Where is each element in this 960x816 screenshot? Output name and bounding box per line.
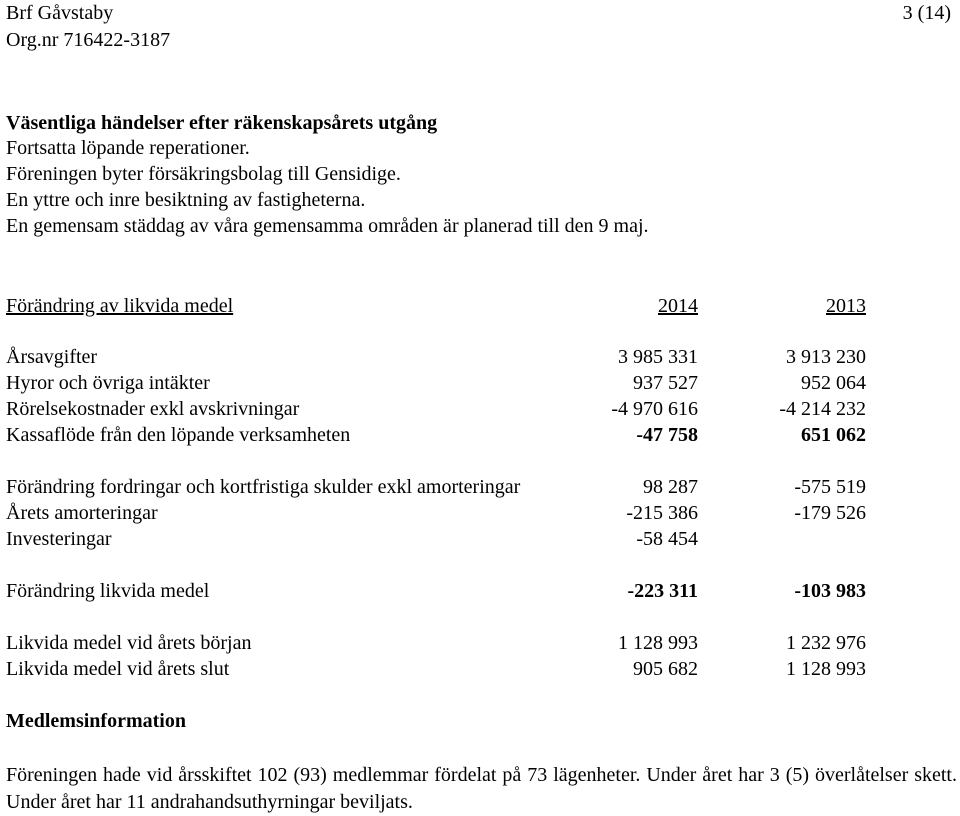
table-row <box>6 422 886 448</box>
table-row <box>6 656 886 682</box>
row-value-2013: 1 232 976 <box>786 632 866 654</box>
row-label: Årets amorteringar <box>6 502 158 524</box>
row-label: Likvida medel vid årets början <box>6 632 252 654</box>
cashflow-header-row <box>6 293 886 319</box>
column-header-2013: 2013 <box>826 295 866 317</box>
row-value-2014: -58 454 <box>636 528 698 550</box>
row-label: Förändring likvida medel <box>6 580 210 602</box>
table-row <box>6 370 886 396</box>
cashflow-title: Förändring av likvida medel <box>6 295 234 317</box>
table-row <box>6 474 886 500</box>
row-value-2013: 3 913 230 <box>786 346 866 368</box>
events-heading: Väsentliga händelser efter räkenskapsårets utgång <box>6 112 438 134</box>
row-label: Förändring fordringar och kortfristiga skulder exkl amorteringar <box>6 476 521 498</box>
row-value-2014: -47 758 <box>636 424 698 446</box>
row-value-2013: -103 983 <box>794 580 866 602</box>
row-value-2014: 905 682 <box>633 658 698 680</box>
org-name: Brf Gåvstaby <box>6 2 114 24</box>
row-label: Kassaflöde från den löpande verksamheten <box>6 424 351 446</box>
row-value-2014: -223 311 <box>627 580 698 602</box>
row-value-2014: 937 527 <box>633 372 698 394</box>
org-number: Org.nr 716422-3187 <box>6 29 171 51</box>
row-value-2014: 1 128 993 <box>618 632 698 654</box>
table-row <box>6 526 886 552</box>
row-value-2014: -215 386 <box>626 502 698 524</box>
row-value-2013: 1 128 993 <box>786 658 866 680</box>
row-value-2013: -179 526 <box>794 502 866 524</box>
row-label: Hyror och övriga intäkter <box>6 372 210 394</box>
column-header-2014: 2014 <box>658 295 698 317</box>
page-number: 3 (14) <box>902 2 951 24</box>
members-paragraph: Föreningen hade vid årsskiftet 102 (93) medlemmar fördelat på 73 lägenheter. Under året har 3 (5) överlåtelser skett. Under året har 11 andrahandsuthyrningar beviljats. <box>6 764 957 813</box>
header-org-block <box>6 0 170 54</box>
row-label: Rörelsekostnader exkl avskrivningar <box>6 398 300 420</box>
events-line-4: En gemensam städdag av våra gemensamma områden är planerad till den 9 maj. <box>6 215 649 237</box>
row-value-2013: -4 214 232 <box>779 398 866 420</box>
row-label: Årsavgifter <box>6 346 98 368</box>
events-line-2: Föreningen byter försäkringsbolag till Gensidige. <box>6 163 401 185</box>
row-value-2013: 952 064 <box>801 372 866 394</box>
row-value-2014: -4 970 616 <box>611 398 698 420</box>
row-value-2014: 98 287 <box>643 476 698 498</box>
table-row <box>6 344 886 370</box>
row-value-2013: -575 519 <box>794 476 866 498</box>
members-heading: Medlemsinformation <box>6 710 186 732</box>
row-value-2014: 3 985 331 <box>618 346 698 368</box>
table-row <box>6 578 886 604</box>
table-row <box>6 500 886 526</box>
events-line-1: Fortsatta löpande reperationer. <box>6 137 250 159</box>
events-line-3: En yttre och inre besiktning av fastigheterna. <box>6 189 366 211</box>
row-label: Investeringar <box>6 528 112 550</box>
row-value-2013: 651 062 <box>801 424 866 446</box>
row-label: Likvida medel vid årets slut <box>6 658 230 680</box>
table-row <box>6 396 886 422</box>
table-row <box>6 630 886 656</box>
